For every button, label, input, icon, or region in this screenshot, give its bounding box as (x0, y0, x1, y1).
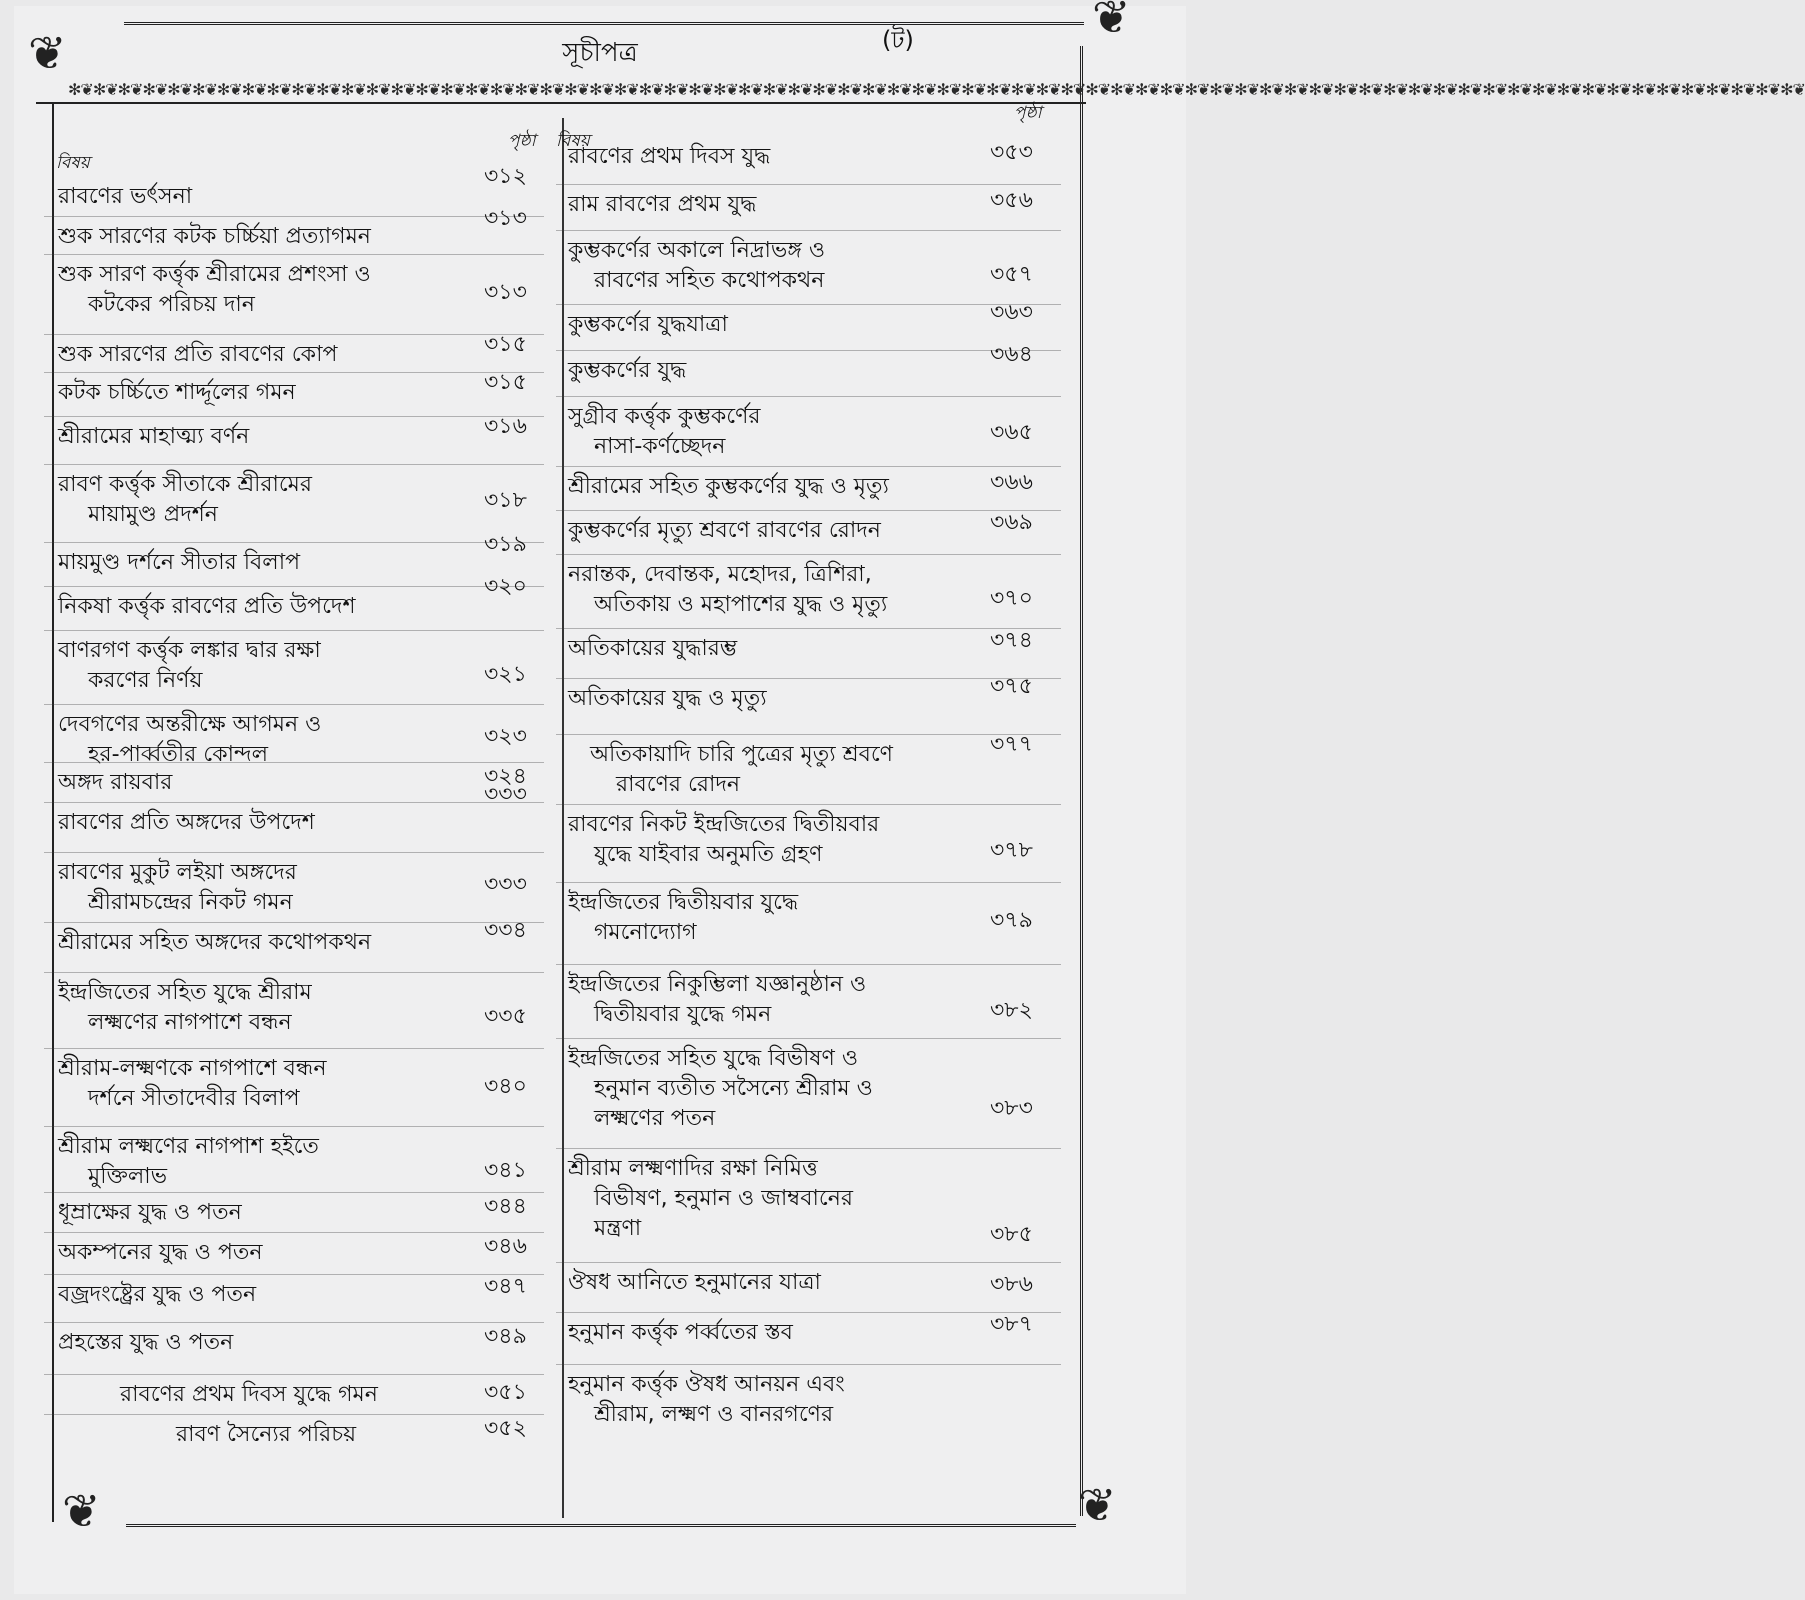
toc-entry (58, 1238, 263, 1268)
toc-entry-title: শ্রীরাম, লক্ষ্মণ ও বানরগণের (594, 1402, 834, 1427)
toc-entry-title: লক্ষ্মণের নাগপাশে বন্ধন (88, 1010, 292, 1035)
entry-separator (44, 542, 544, 543)
toc-page-number: ৩৭০ (990, 586, 1033, 611)
toc-entry-title: শ্রীরামের মাহাত্ম্য বর্ণন (58, 424, 250, 449)
toc-entry (568, 516, 881, 546)
entry-separator (44, 254, 544, 255)
page-marker: (ট) (882, 26, 914, 54)
toc-entry-title: মায়মুণ্ড দর্শনে সীতার বিলাপ (58, 550, 301, 575)
toc-entry-title: শুক সারণের কটক চর্চ্চিয়া প্রত্যাগমন (58, 224, 371, 249)
toc-entry (568, 142, 770, 172)
toc-page-number: ৩৫২ (484, 1416, 527, 1441)
toc-entry-title: ধূম্রাক্ষের যুদ্ধ ও পতন (58, 1200, 242, 1225)
toc-page-number: ৩৩৩ (484, 782, 527, 807)
toc-entry-title: বিভীষণ, হনুমান ও জাম্ববানের (594, 1186, 853, 1211)
toc-entry-title: মুক্তিলাভ (88, 1164, 168, 1189)
toc-entry-title: রাবণের রোদন (616, 772, 741, 797)
toc-page-number: ৩৬৯ (990, 510, 1033, 535)
toc-entry-title: শ্রীরামচন্দ্রের নিকট গমন (88, 890, 293, 915)
left-border (52, 102, 54, 1522)
toc-entry-title: সুগ্রীব কর্ত্তৃক কুম্ভকর্ণের (568, 404, 761, 429)
toc-entry-title: হর-পার্ব্বতীর কোন্দল (88, 742, 269, 767)
toc-entry-title: রাবণের ভর্ৎসনা (58, 184, 193, 209)
toc-entry (58, 768, 172, 798)
toc-entry-title: কুম্ভকর্ণের যুদ্ধযাত্রা (568, 312, 728, 337)
toc-page-number: ৩২৪ (484, 764, 527, 789)
toc-entry (568, 810, 879, 870)
entry-separator (44, 922, 544, 923)
toc-entry-title: ইন্দ্রজিতের সহিত যুদ্ধে শ্রীরাম (58, 980, 312, 1005)
entry-separator (44, 630, 544, 631)
toc-page-number: ৩৪০ (484, 1074, 527, 1099)
toc-page-number: ৩১৩ (484, 280, 527, 305)
toc-entry-title: কটক চর্চ্চিতে শার্দ্দূলের গমন (58, 380, 296, 405)
toc-entry (568, 402, 760, 462)
toc-entry (120, 1380, 378, 1410)
toc-entry (568, 190, 756, 220)
toc-entry-title: শ্রীরামের সহিত অঙ্গদের কথোপকথন (58, 930, 372, 955)
top-rule (36, 102, 1086, 104)
toc-entry-title: রাবণের মুকুট লইয়া অঙ্গদের (58, 860, 297, 885)
toc-page-number: ৩৮৫ (990, 1222, 1033, 1247)
toc-entry-title: হনুমান কর্ত্তৃক পর্ব্বতের স্তব (568, 1320, 793, 1345)
toc-entry-title: নরান্তক, দেবান্তক, মহোদর, ত্রিশিরা, (568, 562, 872, 587)
toc-entry-title: রাবণের প্রথম দিবস যুদ্ধ (568, 144, 771, 169)
toc-entry-title: যুদ্ধে যাইবার অনুমতি গ্রহণ (594, 842, 823, 867)
entry-separator (44, 416, 544, 417)
toc-page-number: ৩৭৭ (990, 732, 1033, 757)
entry-separator (44, 1126, 544, 1127)
toc-page-number: ৩৩৩ (484, 872, 527, 897)
right-subject-label: বিষয় (556, 131, 590, 151)
entry-separator (44, 972, 544, 973)
toc-entry (58, 710, 321, 770)
toc-entry (568, 310, 728, 340)
toc-entry (58, 422, 249, 452)
toc-page-number: ৩৪১ (484, 1158, 527, 1183)
bottom-border (126, 1524, 1076, 1527)
entry-separator (44, 1374, 544, 1375)
entry-separator (44, 586, 544, 587)
toc-entry-title: অতিকায় ও মহাপাশের যুদ্ধ ও মৃত্যু (594, 592, 888, 617)
toc-page-number: ৩৮২ (990, 998, 1033, 1023)
entry-separator (44, 762, 544, 763)
toc-entry (568, 356, 686, 386)
toc-page-number: ৩৬৪ (990, 342, 1033, 367)
entry-separator (44, 852, 544, 853)
entry-separator (44, 1414, 544, 1415)
toc-entry (568, 1268, 821, 1298)
toc-entry-title: অতিকায়াদি চারি পুত্রের মৃত্যু শ্রবণে (590, 742, 893, 767)
toc-entry-title: শ্রীরাম লক্ষ্মণাদির রক্ষা নিমিত্ত (568, 1156, 818, 1181)
toc-page-number: ৩১৬ (484, 414, 527, 439)
toc-entry (58, 1054, 326, 1114)
toc-entry (58, 182, 192, 212)
corner-ornament-icon: ❦ (28, 26, 67, 80)
toc-entry-title: মায়ামুণ্ড প্রদর্শন (88, 502, 218, 527)
toc-entry (58, 548, 300, 578)
toc-page-number: ৩৫৩ (990, 140, 1033, 165)
toc-page-number: ৩১৩ (484, 206, 527, 231)
toc-entry (176, 1420, 356, 1450)
entry-separator (556, 184, 1061, 185)
toc-page-number: ৩৭৪ (990, 628, 1033, 653)
left-subject-label: বিষয় (56, 153, 90, 173)
toc-entry-title: রাবণের প্রথম দিবস যুদ্ধে গমন (120, 1382, 378, 1407)
toc-page-number: ৩৮৩ (990, 1096, 1033, 1121)
toc-entry-title: শ্রীরাম-লক্ষ্মণকে নাগপাশে বন্ধন (58, 1056, 327, 1081)
toc-page-number: ৩৩৫ (484, 1004, 527, 1029)
toc-entry (568, 634, 737, 664)
entry-separator (44, 1232, 544, 1233)
toc-entry (568, 1370, 845, 1430)
corner-ornament-icon: ❦ (1092, 0, 1131, 44)
toc-entry-title: অকম্পনের যুদ্ধ ও পতন (58, 1240, 263, 1265)
toc-page-number: ৩২৩ (484, 724, 527, 749)
toc-entry (58, 858, 297, 918)
toc-entry (568, 1154, 853, 1244)
entry-separator (44, 1274, 544, 1275)
toc-page-number: ৩১৯ (484, 532, 527, 557)
toc-page-number: ৩৭৯ (990, 908, 1033, 933)
toc-entry-title: অতিকায়ের যুদ্ধ ও মৃত্যু (568, 686, 767, 711)
toc-entry (568, 1044, 873, 1134)
toc-entry-title: রাবণের নিকট ইন্দ্রজিতের দ্বিতীয়বার (568, 812, 880, 837)
toc-entry-title: দেবগণের অন্তরীক্ষে আগমন ও (58, 712, 322, 737)
entry-separator (44, 334, 544, 335)
toc-entry (58, 928, 371, 958)
entry-separator (556, 678, 1061, 679)
entry-separator (556, 964, 1061, 965)
toc-entry-title: ইন্দ্রজিতের দ্বিতীয়বার যুদ্ধে (568, 890, 799, 915)
entry-separator (44, 1048, 544, 1049)
toc-page-number: ৩১৫ (484, 332, 527, 357)
toc-entry-title: শুক সারণের প্রতি রাবণের কোপ (58, 342, 338, 367)
entry-separator (556, 304, 1061, 305)
page-title: সূচীপত্র (562, 38, 638, 68)
toc-entry-title: কুম্ভকর্ণের অকালে নিদ্রাভঙ্গ ও (568, 238, 826, 263)
toc-page-number: ৩৫১ (484, 1380, 527, 1405)
toc-page-number: ৩৪৭ (484, 1274, 527, 1299)
toc-entry (58, 1198, 242, 1228)
toc-entry (58, 378, 296, 408)
toc-page-number: ৩৩৪ (484, 918, 527, 943)
right-border (1080, 46, 1083, 1516)
toc-entry-title: কটকের পরিচয় দান (88, 292, 255, 317)
entry-separator (556, 1364, 1061, 1365)
toc-page-number: ৩৫৬ (990, 188, 1033, 213)
toc-page-number: ৩৬৩ (990, 300, 1033, 325)
toc-entry-title: করণের নির্ণয় (88, 668, 203, 693)
toc-entry (568, 1318, 793, 1348)
toc-entry-title: অতিকায়ের যুদ্ধারম্ভ (568, 636, 738, 661)
toc-page-number: ৩৫৭ (990, 262, 1033, 287)
entry-separator (556, 804, 1061, 805)
toc-entry-title: শুক সারণ কর্ত্তৃক শ্রীরামের প্রশংসা ও (58, 262, 371, 287)
entry-separator (44, 372, 544, 373)
toc-entry-title: শ্রীরাম লক্ষ্মণের নাগপাশ হইতে (58, 1134, 319, 1159)
toc-page-number: ৩৬৬ (990, 470, 1033, 495)
toc-page-number: ৩৪৯ (484, 1324, 527, 1349)
entry-separator (44, 464, 544, 465)
column-divider (562, 118, 564, 1518)
entry-separator (44, 216, 544, 217)
left-page-label: পৃষ্ঠা (508, 131, 536, 151)
toc-entry (58, 260, 371, 320)
toc-entry-title: হনুমান ব্যতীত সসৈন্যে শ্রীরাম ও (594, 1076, 873, 1101)
entry-separator (556, 734, 1061, 735)
toc-entry (58, 1132, 319, 1192)
toc-page-number: ৩৪৪ (484, 1194, 527, 1219)
entry-separator (44, 1192, 544, 1193)
toc-entry-title: কুম্ভকর্ণের মৃত্যু শ্রবণে রাবণের রোদন (568, 518, 881, 543)
toc-page-number: ৩২১ (484, 662, 527, 687)
toc-page-number: ৩৭৫ (990, 674, 1033, 699)
toc-entry (58, 222, 371, 252)
toc-entry (568, 236, 825, 296)
toc-entry-title: ইন্দ্রজিতের নিকুম্ভিলা যজ্ঞানুষ্ঠান ও (568, 972, 867, 997)
entry-separator (556, 230, 1061, 231)
toc-page-number: ৩১৮ (484, 488, 527, 513)
entry-separator (44, 1322, 544, 1323)
toc-entry-title: ইন্দ্রজিতের সহিত যুদ্ধে বিভীষণ ও (568, 1046, 859, 1071)
toc-entry-title: রাবণের প্রতি অঙ্গদের উপদেশ (58, 810, 315, 835)
toc-entry-title: বাণরগণ কর্ত্তৃক লঙ্কার দ্বার রক্ষা (58, 638, 321, 663)
toc-entry-title: বজ্রদংষ্ট্রের যুদ্ধ ও পতন (58, 1282, 257, 1307)
toc-entry-title: শ্রীরামের সহিত কুম্ভকর্ণের যুদ্ধ ও মৃত্যু (568, 474, 889, 499)
toc-entry-title: গমনোদ্যোগ (594, 920, 697, 945)
toc-page-number: ৩২০ (484, 574, 527, 599)
toc-entry (568, 888, 798, 948)
toc-entry-title: রাবণ কর্ত্তৃক সীতাকে শ্রীরামের (58, 472, 312, 497)
toc-page-number: ৩১৫ (484, 370, 527, 395)
entry-separator (44, 802, 544, 803)
entry-separator (44, 704, 544, 705)
toc-entry (568, 560, 887, 620)
entry-separator (556, 554, 1061, 555)
toc-page-number: ৩৭৮ (990, 838, 1033, 863)
toc-entry (58, 1328, 233, 1358)
toc-entry-title: নাসা-কর্ণচ্ছেদন (594, 434, 726, 459)
entry-separator (556, 1148, 1061, 1149)
toc-page-number: ৩১২ (484, 164, 527, 189)
entry-separator (556, 350, 1061, 351)
corner-ornament-icon: ❦ (62, 1484, 101, 1538)
toc-entry-title: কুম্ভকর্ণের যুদ্ধ (568, 358, 687, 383)
ornamental-frieze: ✻❦✻❦✻❦✻❦✻❦✻❦✻❦✻❦✻❦✻❦✻❦✻❦✻❦✻❦✻❦✻❦✻❦✻❦✻❦✻❦✻❦✻❦✻❦✻❦✻❦✻❦✻❦✻❦✻❦✻❦✻❦✻❦✻❦✻❦✻❦✻❦✻❦✻❦✻❦✻❦✻❦✻❦✻❦✻❦✻❦✻❦✻❦✻❦✻❦✻❦✻❦✻❦✻❦✻❦✻❦✻❦✻❦✻❦✻❦✻❦✻❦✻❦✻❦✻❦✻❦✻❦✻❦✻❦✻❦✻❦ (68, 80, 1805, 99)
entry-separator (556, 396, 1061, 397)
entry-separator (556, 882, 1061, 883)
toc-page-number: ৩৬৫ (990, 420, 1033, 445)
toc-entry-title: লক্ষ্মণের পতন (594, 1106, 716, 1131)
toc-entry-title: অঙ্গদ রায়বার (58, 770, 173, 795)
toc-entry (58, 636, 321, 696)
entry-separator (556, 466, 1061, 467)
toc-entry (568, 472, 889, 502)
toc-entry-title: ঔষধ আনিতে হনুমানের যাত্রা (568, 1270, 821, 1295)
toc-entry-title: হনুমান কর্ত্তৃক ঔষধ আনয়ন এবং (568, 1372, 845, 1397)
toc-entry (568, 684, 767, 714)
top-border (124, 22, 1084, 25)
toc-entry (58, 592, 356, 622)
corner-ornament-icon: ❦ (1078, 1478, 1117, 1532)
entry-separator (556, 1312, 1061, 1313)
entry-separator (556, 1038, 1061, 1039)
toc-page-number: ৩৮৬ (990, 1272, 1033, 1297)
entry-separator (556, 628, 1061, 629)
toc-entry (58, 470, 312, 530)
entry-separator (556, 510, 1061, 511)
entry-separator (556, 1262, 1061, 1263)
toc-entry-title: রাবণের সহিত কথোপকথন (594, 268, 825, 293)
toc-entry-title: রাম রাবণের প্রথম যুদ্ধ (568, 192, 757, 217)
toc-entry (58, 340, 337, 370)
toc-entry (568, 970, 866, 1030)
toc-entry (58, 978, 312, 1038)
toc-entry-title: মন্ত্রণা (594, 1216, 642, 1241)
toc-entry-title: প্রহস্তের যুদ্ধ ও পতন (58, 1330, 234, 1355)
right-page-label: পৃষ্ঠা (1014, 103, 1042, 123)
toc-entry-title: রাবণ সৈন্যের পরিচয় (176, 1422, 357, 1447)
toc-entry-title: দ্বিতীয়বার যুদ্ধে গমন (594, 1002, 772, 1027)
toc-entry-title: নিকষা কর্ত্তৃক রাবণের প্রতি উপদেশ (58, 594, 356, 619)
toc-entry (590, 740, 893, 800)
toc-entry-title: দর্শনে সীতাদেবীর বিলাপ (88, 1086, 300, 1111)
toc-page-number: ৩৮৭ (990, 1312, 1033, 1337)
toc-entry (58, 1280, 256, 1310)
toc-page-number: ৩৪৬ (484, 1234, 527, 1259)
toc-entry (58, 808, 315, 838)
